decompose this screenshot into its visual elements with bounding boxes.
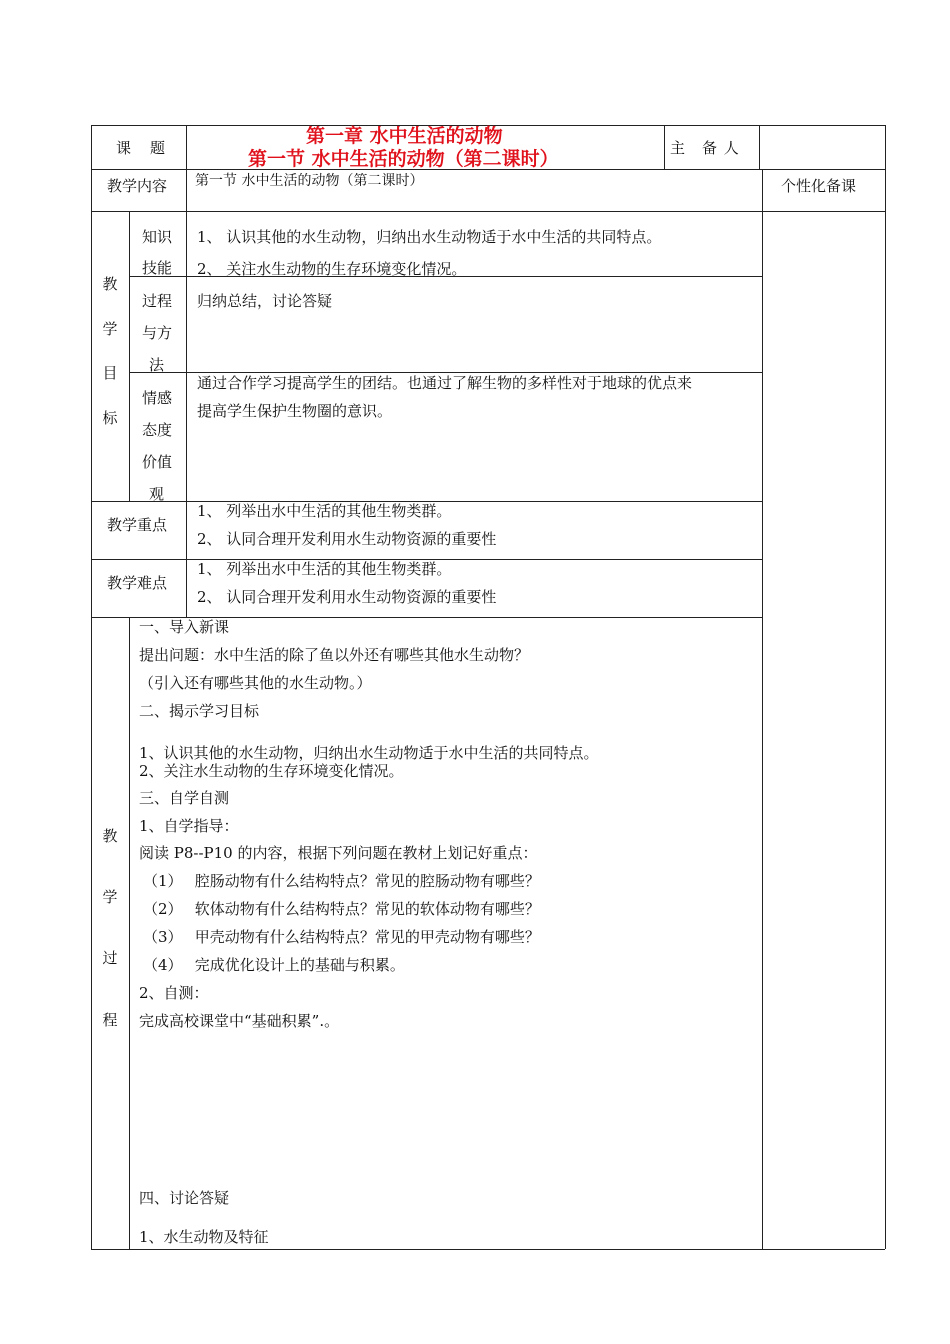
process-group-char-2: 学 [102,888,118,906]
table-border-left [91,125,92,1249]
emotion-label-3: 价值 [142,453,173,471]
col-divider-process [129,617,130,1250]
preparer-label: 主 备 人 [670,139,740,157]
process-line-13: （4） 完成优化设计上的基础与积累。 [143,956,405,974]
process-method-label-1: 过程 [142,292,173,310]
col-divider-group [129,211,130,502]
key-points-label: 教学重点 [107,516,168,534]
emotion-label-1: 情感 [142,389,173,407]
col-divider-preparer-right [759,125,760,170]
process-line-7: 三、自学自测 [139,789,230,807]
col-divider-sublabel [186,211,187,502]
content-label: 教学内容 [107,177,168,195]
process-line-8: 1、自学指导： [139,817,239,835]
section-title: 第一节 水中生活的动物（第二课时） [248,148,559,170]
process-line-12: （3） 甲壳动物有什么结构特点？常见的甲壳动物有哪些？ [143,928,540,946]
process-group-char-4: 程 [102,1011,118,1029]
process-line-17: 1、水生动物及特征 [139,1228,269,1246]
difficulties-label: 教学难点 [107,574,168,592]
col-divider-preparer-left [664,125,665,170]
col-divider-personal [762,169,763,1250]
key-points-line-2: 2、 认同合理开发利用水生动物资源的重要性 [197,530,497,548]
objectives-group-char-3: 目 [102,364,118,382]
objectives-group-char-4: 标 [102,409,118,427]
process-method-label-3: 法 [149,356,165,374]
process-line-16: 四、讨论答疑 [139,1189,230,1207]
objectives-group-char-1: 教 [102,275,118,293]
knowledge-line-2: 2、 关注水生动物的生存环境变化情况。 [197,260,467,278]
process-line-9: 阅读 P8--P10 的内容，根据下列问题在教材上划记好重点： [139,844,538,862]
objectives-group-char-2: 学 [102,320,118,338]
process-method-label-2: 与方 [142,324,173,342]
process-line-10: （1） 腔肠动物有什么结构特点？常见的腔肠动物有哪些？ [143,872,540,890]
emotion-label-2: 态度 [142,421,173,439]
key-points-line-1: 1、 列举出水中生活的其他生物类群。 [197,502,452,520]
topic-label: 课 题 [116,139,168,157]
knowledge-line-1: 1、 认识其他的水生动物，归纳出水生动物适于水中生活的共同特点。 [197,228,662,246]
process-group-char-1: 教 [102,827,118,845]
knowledge-label-1: 知识 [142,228,173,246]
knowledge-label-2: 技能 [142,259,173,277]
emotion-line-1: 通过合作学习提高学生的团结。也通过了解生物的多样性对于地球的优点来 [197,374,693,392]
difficulties-line-1: 1、 列举出水中生活的其他生物类群。 [197,560,452,578]
process-line-2: 提出问题：水中生活的除了鱼以外还有哪些其他水生动物？ [139,646,530,664]
difficulties-line-2: 2、 认同合理开发利用水生动物资源的重要性 [197,588,497,606]
process-line-15: 完成高校课堂中“基础积累”.。 [139,1012,340,1030]
process-line-1: 一、导入新课 [139,618,230,636]
table-border-right [885,125,886,1249]
personal-prep-label: 个性化备课 [781,177,857,195]
col-divider-keypoints [186,501,187,618]
process-line-14: 2、自测： [139,984,209,1002]
emotion-label-4: 观 [149,485,165,503]
table-border-bottom [91,1249,885,1250]
process-line-11: （2） 软体动物有什么结构特点？常见的软体动物有哪些？ [143,900,540,918]
process-line-4: 二、揭示学习目标 [139,702,260,720]
process-group-char-3: 过 [102,949,118,967]
process-line-6: 2、关注水生动物的生存环境变化情况。 [139,762,404,780]
chapter-title: 第一章 水中生活的动物 [306,125,503,147]
emotion-line-2: 提高学生保护生物圈的意识。 [197,402,393,420]
process-line-3: （引入还有哪些其他的水生动物。） [139,674,372,692]
process-line-5: 1、认识其他的水生动物，归纳出水生动物适于水中生活的共同特点。 [139,744,599,762]
col-divider-label [186,125,187,212]
process-method-line-1: 归纳总结，讨论答疑 [197,292,333,310]
row-divider-content [91,211,885,212]
content-value: 第一节 水中生活的动物（第二课时） [195,173,424,189]
